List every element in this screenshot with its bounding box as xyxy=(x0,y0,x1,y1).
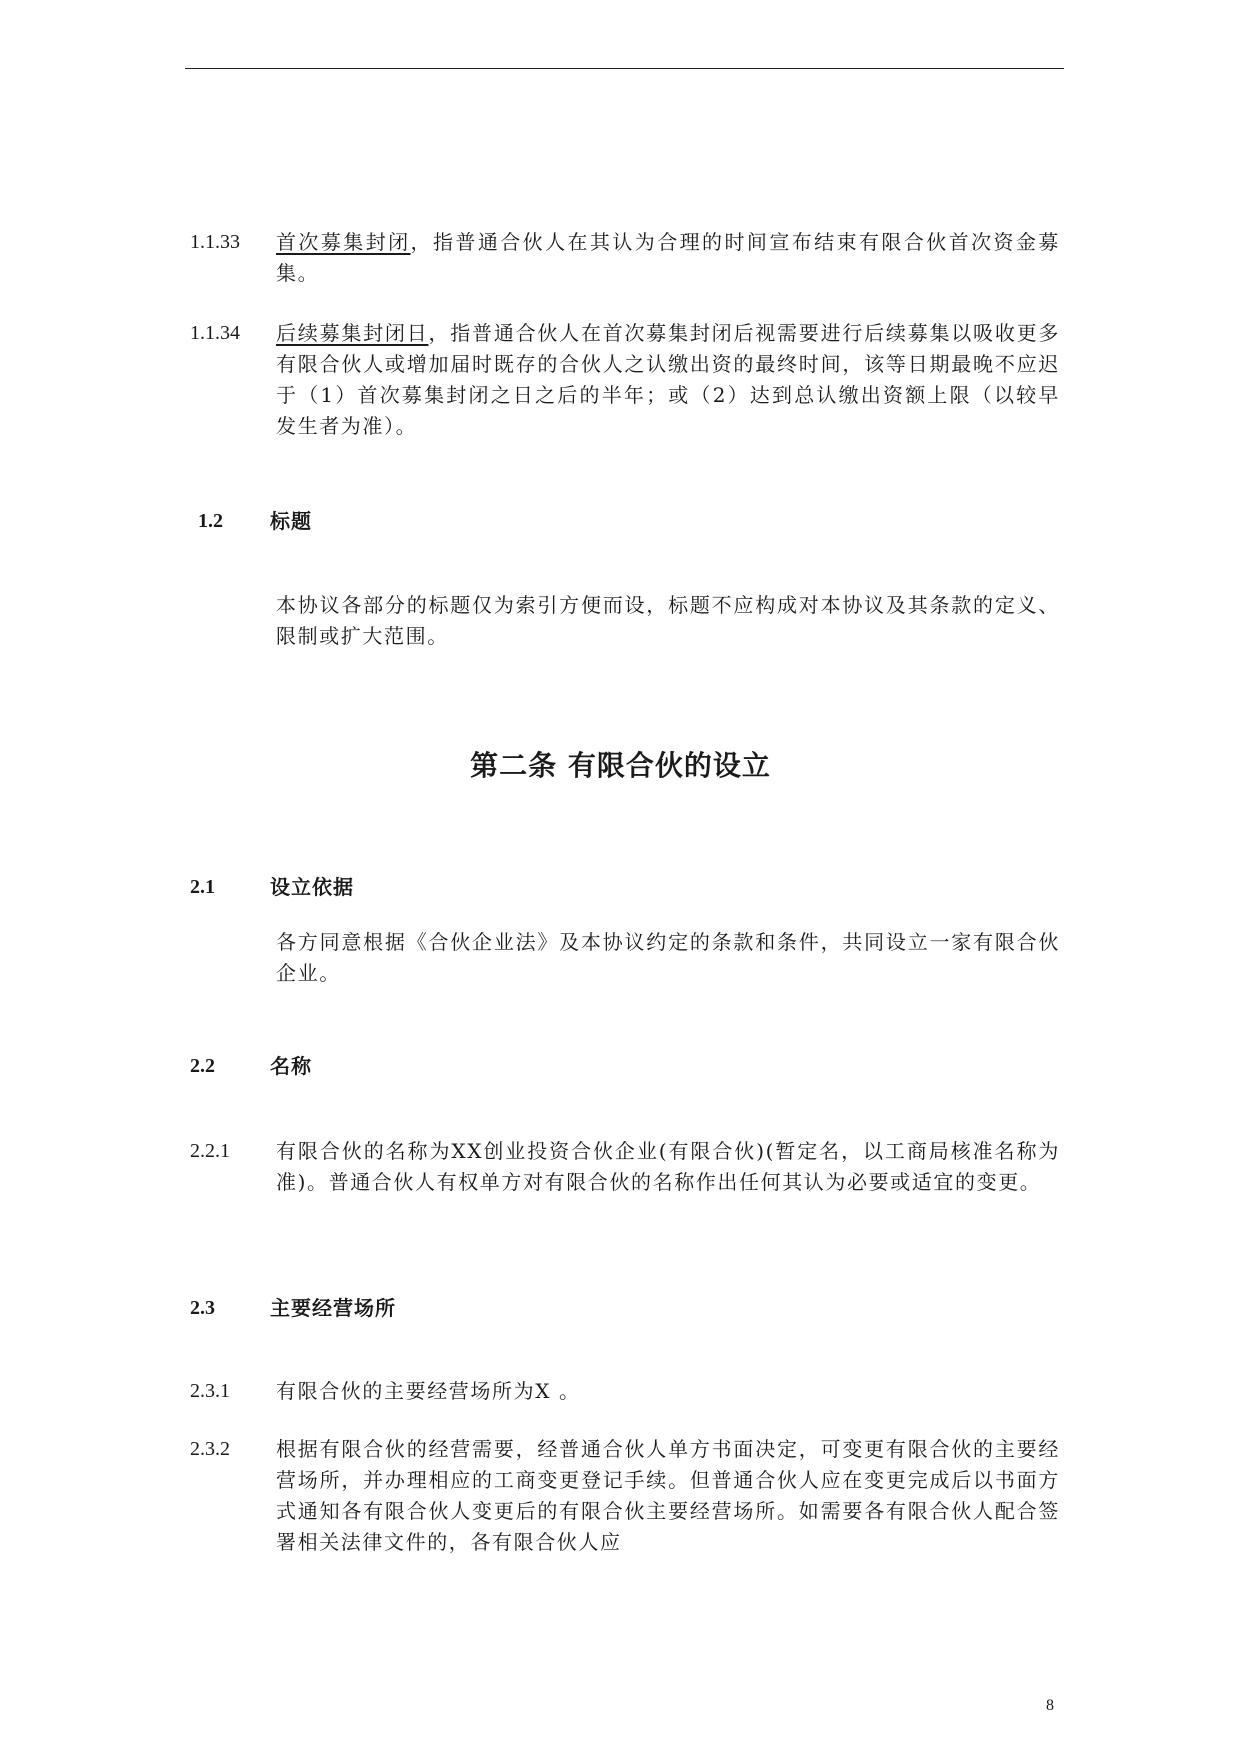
section-number: 2.2 xyxy=(190,1055,215,1077)
clause-text: 根据有限合伙的经营需要，经普通合伙人单方书面决定，可变更有限合伙的主要经营场所，并办理相应的工商变更登记手续。但普通合伙人应在变更完成后以书面方式通知各有限合伙人变更后的有限合伙主要经营场所。如需要各有限合伙人配合签署相关法律文件的，各有限合伙人应 xyxy=(276,1437,1060,1554)
section-number: 1.2 xyxy=(198,510,223,532)
paragraph: 本协议各部分的标题仅为索引方便而设，标题不应构成对本协议及其条款的定义、限制或扩大范围。 xyxy=(276,593,1060,648)
paragraph: 各方同意根据《合伙企业法》及本协议约定的条款和条件，共同设立一家有限合伙企业。 xyxy=(276,930,1060,985)
section-title: 名称 xyxy=(270,1054,312,1078)
clause-text: 有限合伙的主要经营场所为X 。 xyxy=(276,1379,581,1403)
section-title: 设立依据 xyxy=(270,875,354,899)
clause-number: 1.1.33 xyxy=(190,231,240,253)
section-title: 主要经营场所 xyxy=(270,1296,396,1320)
clause-text xyxy=(276,227,1060,289)
page-number: 8 xyxy=(1046,1697,1054,1714)
clause-number: 1.1.34 xyxy=(190,322,240,344)
clause-number: 2.2.1 xyxy=(190,1140,230,1162)
clause-text xyxy=(276,318,1060,442)
defined-term: 后续募集封闭日 xyxy=(276,321,429,345)
clause-number: 2.3.1 xyxy=(190,1380,230,1402)
section-number: 2.1 xyxy=(190,876,215,898)
chapter-title: 第二条 有限合伙的设立 xyxy=(470,749,771,782)
section-number: 2.3 xyxy=(190,1297,215,1319)
definition-text: ，指普通合伙人在其认为合理的时间宣布结束有限合伙首次资金募集。 xyxy=(276,230,1060,285)
header-rule xyxy=(185,68,1064,69)
defined-term: 首次募集封闭 xyxy=(276,230,411,254)
clause-text: 有限合伙的名称为XX创业投资合伙企业(有限合伙)(暂定名，以工商局核准名称为准)。普通合伙人有权单方对有限合伙的名称作出任何其认为必要或适宜的变更。 xyxy=(276,1139,1060,1194)
clause-number: 2.3.2 xyxy=(190,1438,230,1460)
section-title: 标题 xyxy=(270,509,312,533)
definition-text: ，指普通合伙人在首次募集封闭后视需要进行后续募集以吸收更多有限合伙人或增加届时既存的合伙人之认缴出资的最终时间，该等日期最晚不应迟于（1）首次募集封闭之日之后的半年；或（2）达到总认缴出资额上限（以较早发生者为准）。 xyxy=(276,321,1060,438)
